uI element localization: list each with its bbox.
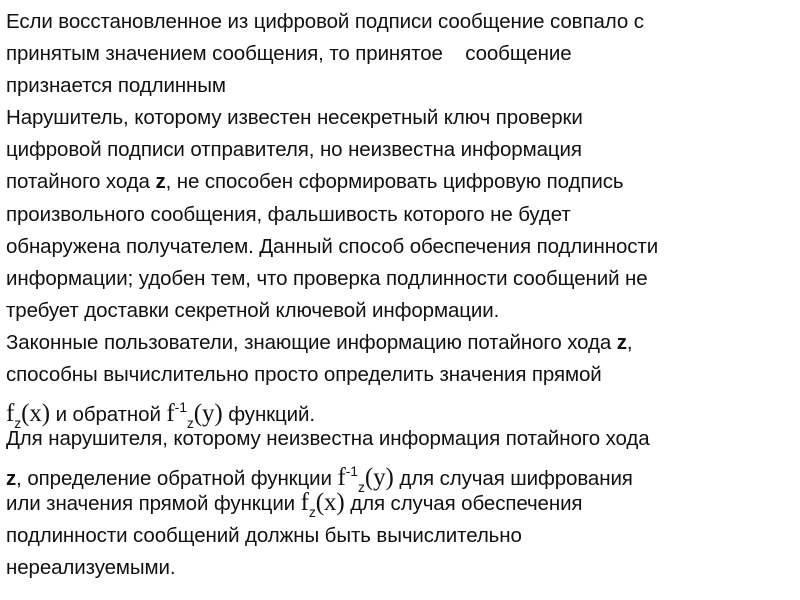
text-line: способны вычислительно просто определить значения прямой [6, 363, 602, 387]
text-line [6, 166, 796, 198]
variable-z: z [6, 467, 17, 491]
text-line: информации; удобен тем, что проверка подлинности сообщений не [6, 266, 648, 290]
text-fragment: , не способен сформировать цифровую подпись [165, 170, 624, 194]
text-line: произвольного сообщения, фальшивость которого не будет [6, 202, 571, 226]
function-f-symbol: f [6, 400, 15, 428]
function-argument: (y) [193, 400, 223, 428]
paragraph-intruder-infeasible [6, 423, 796, 583]
text-fragment: Законные пользователи, знающие информацию потайного хода [6, 330, 617, 354]
text-line: требует доставки секретной ключевой информации. [6, 298, 500, 322]
variable-z: z [155, 170, 166, 194]
text-line: признается подлинным [6, 74, 226, 98]
text-line: обнаружена получателем. Данный способ обеспечения подлинности [6, 234, 659, 258]
text-line: цифровой подписи отправителя, но неизвестна информация [6, 138, 582, 162]
text-fragment: , определение обратной функции [16, 467, 338, 491]
text-line [6, 455, 796, 496]
text-line [6, 391, 796, 432]
text-line [6, 487, 796, 519]
text-fragment: для случая шифрования [393, 467, 633, 491]
body-text [6, 6, 796, 584]
text-line [6, 327, 796, 359]
superscript-inverse: -1 [174, 399, 187, 416]
paragraph-verification [6, 6, 796, 102]
subscript-z: z [357, 479, 365, 496]
text-line: Для нарушителя, которому неизвестна информация потайного хода [6, 427, 650, 451]
paragraph-legitimate-users [6, 327, 796, 432]
text-line: Если восстановленное из цифровой подписи сообщение совпало с [6, 10, 644, 33]
subscript-z: z [186, 415, 194, 432]
text-fragment: , [626, 330, 633, 354]
text-fragment: функций. [222, 403, 315, 427]
function-f-symbol: f [337, 464, 346, 492]
text-line: Нарушитель, которому известен несекретный ключ проверки [6, 106, 583, 130]
text-fragment: для случая обеспечения [344, 492, 583, 516]
subscript-z: z [14, 415, 22, 432]
text-line: подлинности сообщений должны быть вычислительно [6, 523, 522, 547]
text-fragment: и обратной [50, 403, 167, 427]
paragraph-intruder [6, 102, 796, 327]
variable-z: z [616, 330, 627, 354]
superscript-inverse: -1 [345, 463, 358, 480]
function-argument: (x) [21, 400, 50, 428]
text-fragment: потайного хода [6, 170, 156, 194]
text-line: принятым значением сообщения, то принятое сообщение [6, 42, 572, 66]
subscript-z: z [308, 504, 316, 521]
text-line: нереализуемыми. [6, 555, 176, 579]
function-argument: (y) [364, 464, 394, 492]
function-f-symbol: f [166, 400, 175, 428]
function-argument: (x) [315, 489, 345, 517]
text-fragment: или значения прямой функции [6, 492, 301, 516]
function-f-symbol: f [300, 489, 309, 517]
